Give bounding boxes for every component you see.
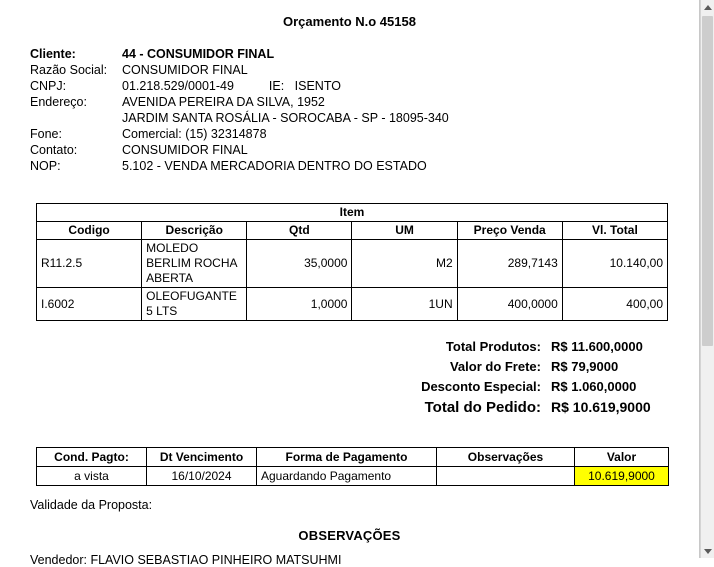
total-pedido-value: R$ 10.619,9000 xyxy=(551,399,651,415)
table-row xyxy=(37,467,669,486)
fone-label: Fone: xyxy=(30,127,62,141)
payment-header-row xyxy=(37,448,669,467)
column-header-um: UM xyxy=(352,222,457,240)
items-table-wrap xyxy=(36,203,668,321)
vertical-scrollbar[interactable] xyxy=(700,0,714,558)
cnpj-value-group xyxy=(122,79,449,95)
totals-block xyxy=(0,339,671,421)
chevron-up-icon[interactable] xyxy=(701,0,714,14)
endereco-value: AVENIDA PEREIRA DA SILVA, 1952 xyxy=(122,95,325,109)
nop-label: NOP: xyxy=(30,159,61,173)
column-header-valor: Valor xyxy=(575,448,669,467)
cell-vl-total: 10.140,00 xyxy=(562,240,667,288)
cell-codigo: R11.2.5 xyxy=(37,240,142,288)
cell-descricao: MOLEDO BERLIM ROCHA ABERTA xyxy=(142,240,247,288)
payment-table-wrap xyxy=(36,447,668,486)
razao-social-value: CONSUMIDOR FINAL xyxy=(122,63,248,77)
cell-cond-pagto: a vista xyxy=(37,467,147,486)
cnpj-value: 01.218.529/0001-49 xyxy=(122,79,234,93)
chevron-down-icon[interactable] xyxy=(701,544,714,558)
contato-label: Contato: xyxy=(30,143,78,157)
total-pedido-label: Total do Pedido: xyxy=(424,399,541,416)
column-header-observacoes: Observações xyxy=(437,448,575,467)
fone-value: Comercial: (15) 32314878 xyxy=(122,127,267,141)
payment-table xyxy=(36,447,669,486)
cell-descricao: OLEOFUGANTE 5 LTS xyxy=(142,288,247,321)
valor-frete-label: Valor do Frete: xyxy=(449,359,541,374)
total-row-pedido xyxy=(425,399,671,416)
page-title: Orçamento N.o 45158 xyxy=(283,14,416,29)
info-row-cliente xyxy=(30,47,449,63)
cell-forma-pagamento: Aguardando Pagamento xyxy=(257,467,437,486)
total-row-frete xyxy=(450,359,671,374)
column-header-forma-pagamento: Forma de Pagamento xyxy=(257,448,437,467)
cell-qtd: 1,0000 xyxy=(247,288,352,321)
info-row-nop xyxy=(30,159,449,175)
total-produtos-label: Total Produtos: xyxy=(445,339,541,354)
vendedor-line: Vendedor: FLAVIO SEBASTIAO PINHEIRO MATSUHMI xyxy=(30,553,342,567)
cell-um: M2 xyxy=(352,240,457,288)
cell-observacoes xyxy=(437,467,575,486)
info-row-endereco-2 xyxy=(30,111,449,127)
cell-valor-highlighted: 10.619,9000 xyxy=(575,467,669,486)
total-row-desconto xyxy=(421,379,671,394)
scrollbar-thumb[interactable] xyxy=(702,16,713,346)
info-row-contato xyxy=(30,143,449,159)
info-row-razao xyxy=(30,63,449,79)
info-row-fone xyxy=(30,127,449,143)
column-header-preco-venda: Preço Venda xyxy=(457,222,562,240)
desconto-especial-label: Desconto Especial: xyxy=(421,379,541,394)
cnpj-label: CNPJ: xyxy=(30,79,67,93)
endereco-label: Endereço: xyxy=(30,95,87,109)
items-table xyxy=(36,203,668,321)
table-row xyxy=(37,240,668,288)
cell-preco-venda: 289,7143 xyxy=(457,240,562,288)
razao-social-label: Razão Social: xyxy=(30,63,108,77)
items-group-header: Item xyxy=(37,204,668,222)
column-header-dt-vencimento: Dt Vencimento xyxy=(147,448,257,467)
cell-preco-venda: 400,0000 xyxy=(457,288,562,321)
ie-value: ISENTO xyxy=(294,79,341,93)
customer-info-block xyxy=(30,47,699,175)
items-header-row xyxy=(37,222,668,240)
total-row-produtos xyxy=(446,339,671,354)
contato-value: CONSUMIDOR FINAL xyxy=(122,143,248,157)
endereco-value-2: JARDIM SANTA ROSÁLIA - SOROCABA - SP - 18095-340 xyxy=(122,111,449,125)
validade-proposta-label: Validade da Proposta: xyxy=(30,498,153,512)
cliente-value: 44 - CONSUMIDOR FINAL xyxy=(122,47,275,61)
cell-qtd: 35,0000 xyxy=(247,240,352,288)
ie-label: IE: xyxy=(268,79,285,93)
cell-vl-total: 400,00 xyxy=(562,288,667,321)
table-row xyxy=(37,288,668,321)
cliente-label: Cliente: xyxy=(30,47,76,61)
info-row-endereco xyxy=(30,95,449,111)
column-header-cond-pagto: Cond. Pagto: xyxy=(37,448,147,467)
cell-codigo: I.6002 xyxy=(37,288,142,321)
items-group-header-row xyxy=(37,204,668,222)
column-header-descricao: Descrição xyxy=(142,222,247,240)
nop-value: 5.102 - VENDA MERCADORIA DENTRO DO ESTADO xyxy=(122,159,427,173)
column-header-qtd: Qtd xyxy=(247,222,352,240)
endereco-label-blank xyxy=(30,111,122,127)
valor-frete-value: R$ 79,9000 xyxy=(551,359,619,374)
info-row-cnpj xyxy=(30,79,449,95)
cell-dt-vencimento: 16/10/2024 xyxy=(147,467,257,486)
desconto-especial-value: R$ 1.060,0000 xyxy=(551,379,637,394)
total-produtos-value: R$ 11.600,0000 xyxy=(551,339,643,354)
column-header-codigo: Codigo xyxy=(37,222,142,240)
observacoes-title: OBSERVAÇÕES xyxy=(298,528,401,543)
cell-um: 1UN xyxy=(352,288,457,321)
column-header-vl-total: Vl. Total xyxy=(562,222,667,240)
